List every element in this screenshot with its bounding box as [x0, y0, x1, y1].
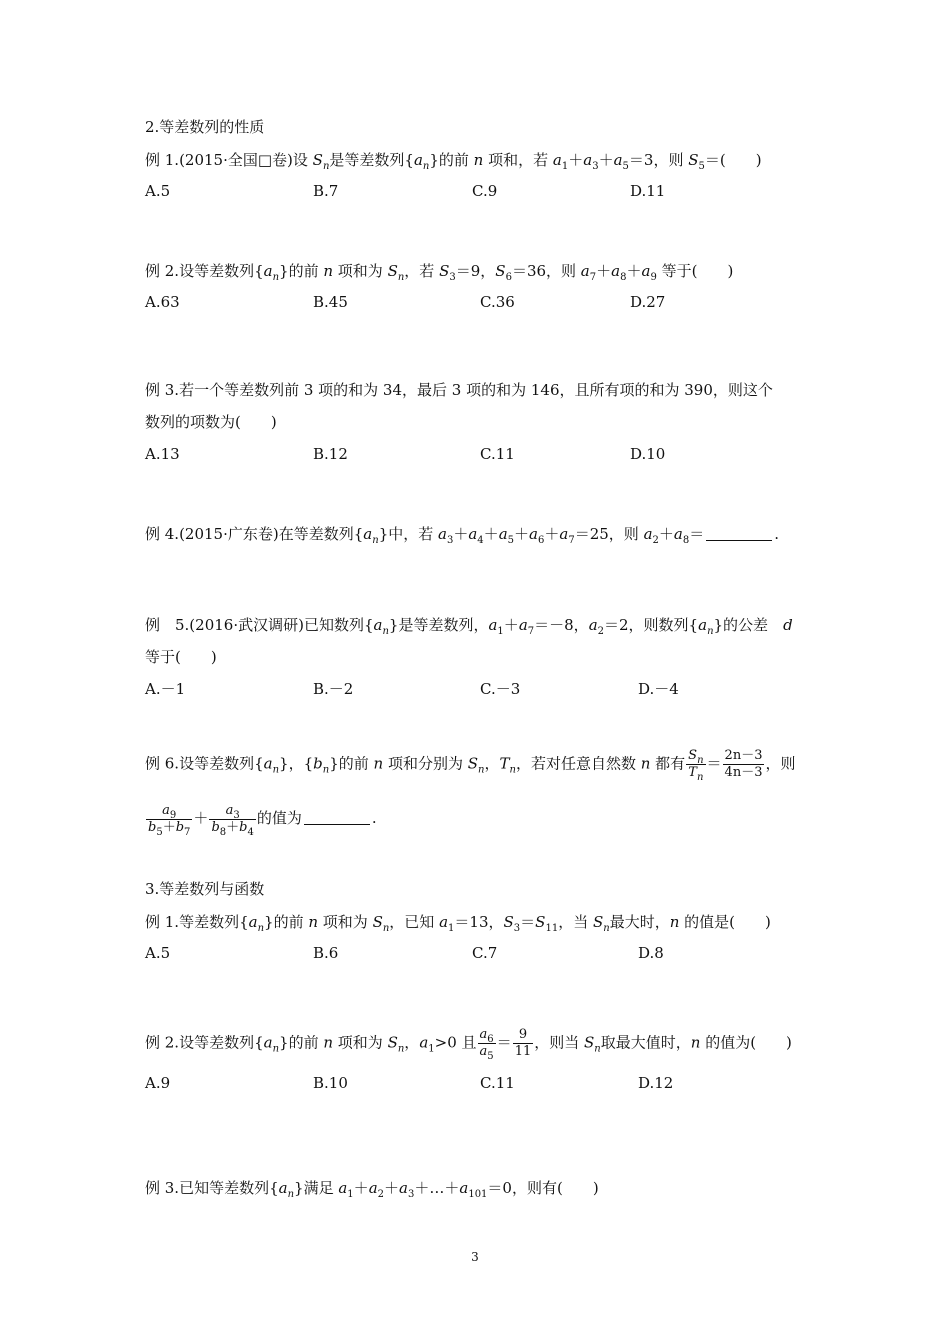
- fraction-sn-tn: $\frac{S_n}{T_n}$: [688, 748, 704, 783]
- option-a: A.5: [145, 944, 171, 962]
- section-heading-functions: 3.等差数列与函数: [145, 880, 265, 898]
- option-d: D.27: [630, 293, 666, 311]
- question-text: 例 3.若一个等差数列前 3 项的和为 34，最后 3 项的和为 146，且所有项的和为 390，则这个: [145, 381, 773, 399]
- fraction-rhs: $\frac{2n-3}{4n-3}$: [724, 748, 763, 780]
- question-text-cont: $\frac{a_9}{b_5+b_7}$ ＋ $\frac{a_3}{b_8+b_4}$ 的值为 .: [148, 802, 377, 838]
- option-b: B.10: [313, 1074, 348, 1092]
- question-text: 例 6.设等差数列$\{a_n\}$，$\{b_n\}$的前 n 项和分别为 $S_n$，$T_n$，若对任意自然数 n 都有 $\frac{S_n}{T_n}$ ＝ $\frac{2n-3}{4n-3}$ ，则: [145, 748, 796, 783]
- option-c: C.36: [480, 293, 515, 311]
- answer-blank[interactable]: [706, 526, 772, 541]
- fraction-a3: $\frac{a_3}{b_8+b_4}$: [211, 802, 254, 838]
- option-a: A.13: [145, 445, 180, 463]
- option-a: A.9: [145, 1074, 171, 1092]
- question-text: 例 1.(2015·全国□卷)设 $S_n$是等差数列$\{a_n\}$的前 n 项和，若 $a_1+a_3+a_5=3$，则 $S_5=$( ): [145, 151, 762, 172]
- answer-blank[interactable]: [304, 810, 370, 825]
- option-b: B.12: [313, 445, 348, 463]
- question-text: 例 3.已知等差数列$\{a_n\}$满足 $a_1+a_2+a_3+\dots+a_{101}=0$，则有( ): [145, 1179, 599, 1200]
- question-text: 例 4.(2015·广东卷)在等差数列$\{a_n\}$中，若 $a_3+a_4+a_5+a_6+a_7=25$，则 $a_2+a_8=$ .: [145, 525, 780, 546]
- section-heading-properties: 2.等差数列的性质: [145, 118, 265, 136]
- question-text-cont: 数列的项数为( ): [145, 413, 277, 431]
- question-text: 例 5.(2016·武汉调研)已知数列$\{a_n\}$是等差数列，$a_1+a_7=-8$，$a_2=2$，则数列$\{a_n\}$的公差 d: [145, 616, 793, 637]
- fraction-a6-a5: $\frac{a_6}{a_5}$: [479, 1027, 494, 1062]
- option-a: A.－1: [145, 680, 186, 698]
- fraction-a9: $\frac{a_9}{b_5+b_7}$: [148, 802, 191, 838]
- option-b: B.6: [313, 944, 339, 962]
- option-c: C.11: [480, 445, 515, 463]
- option-d: D.12: [638, 1074, 674, 1092]
- option-d: D.－4: [638, 680, 679, 698]
- option-b: B.45: [313, 293, 348, 311]
- option-c: C.7: [472, 944, 498, 962]
- option-c: C.9: [472, 182, 498, 200]
- question-text: 例 2.设等差数列$\{a_n\}$的前 n 项和为 $S_n$，$a_1>0$ 且 $\frac{a_6}{a_5}$ ＝ $\frac{9}{11}$ ，则当 $S_n$取最大值时，n 的值为( ): [145, 1027, 792, 1062]
- option-a: A.5: [145, 182, 171, 200]
- option-a: A.63: [145, 293, 180, 311]
- option-c: C.11: [480, 1074, 515, 1092]
- option-c: C.－3: [480, 680, 521, 698]
- question-text: 例 2.设等差数列$\{a_n\}$的前 n 项和为 $S_n$，若 $S_3=9$，$S_6=36$，则 $a_7+a_8+a_9$ 等于( ): [145, 262, 734, 283]
- page-number: 3: [471, 1250, 479, 1264]
- question-text-cont: 等于( ): [145, 648, 217, 666]
- question-text: 例 1.等差数列$\{a_n\}$的前 n 项和为 $S_n$，已知 $a_1=13$，$S_3=S_{11}$，当 $S_n$最大时，n 的值是( ): [145, 913, 771, 934]
- option-b: B.－2: [313, 680, 354, 698]
- option-d: D.8: [638, 944, 664, 962]
- option-d: D.10: [630, 445, 666, 463]
- option-d: D.11: [630, 182, 666, 200]
- fraction-9-11: $\frac{9}{11}$: [514, 1027, 532, 1059]
- option-b: B.7: [313, 182, 339, 200]
